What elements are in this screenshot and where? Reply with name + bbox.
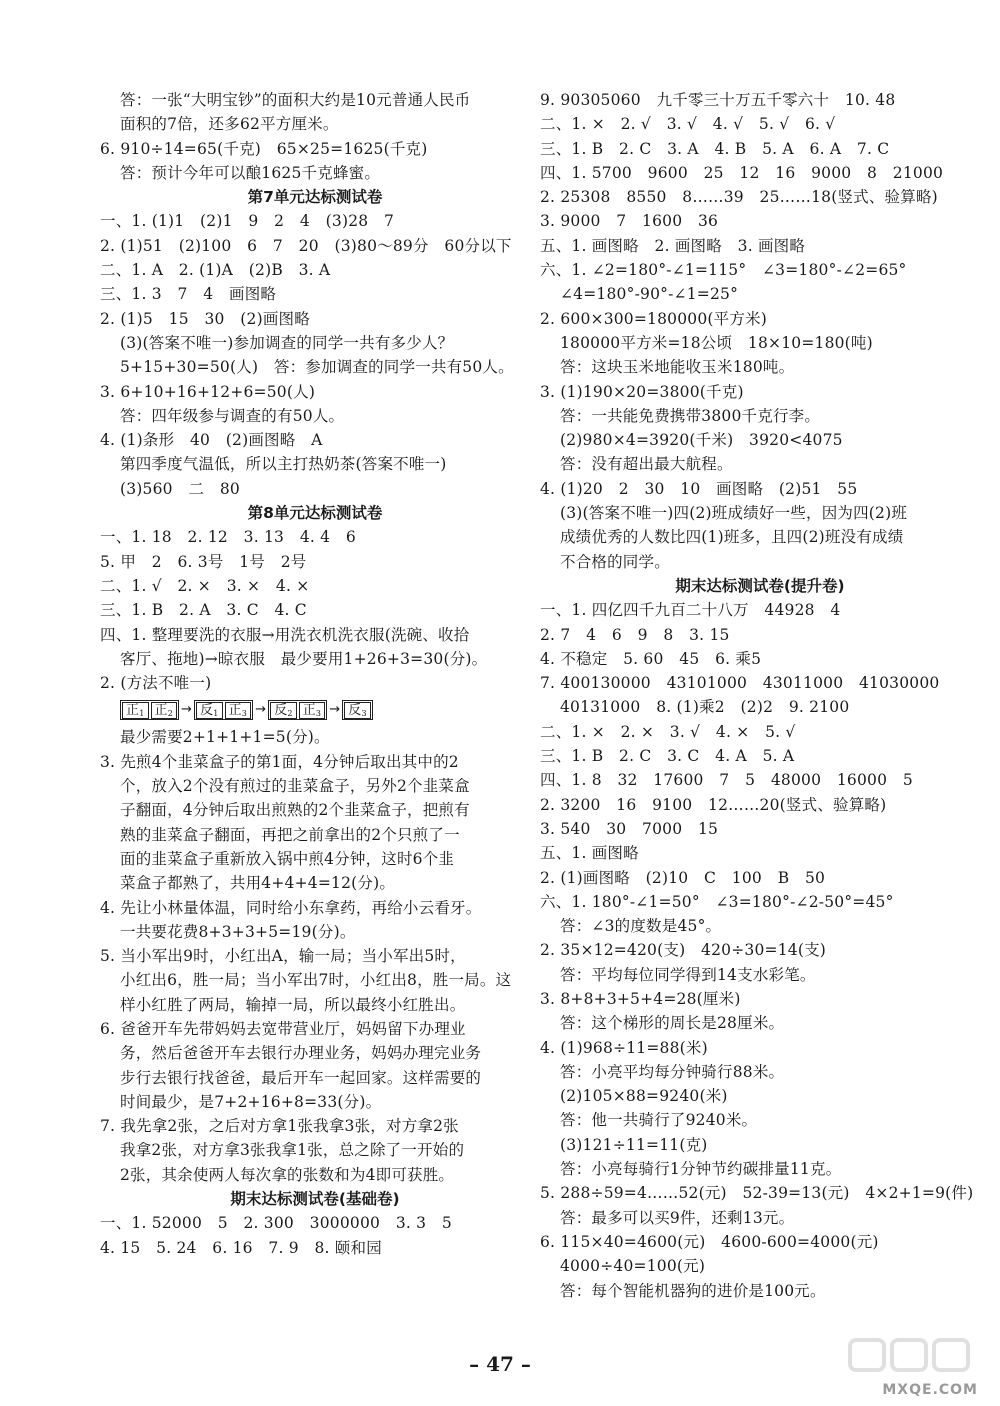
answer-line: 面的韭菜盒子重新放入锅中煎4分钟，这时6个韭	[120, 849, 455, 868]
side-box	[151, 702, 178, 719]
answer-line: 二、1. × 2. × 3. √ 4. × 5. √	[540, 722, 796, 741]
box-group	[194, 700, 253, 720]
answer-line: 答：他一共骑行了9240米。	[560, 1111, 758, 1130]
answer-line: 5. 当小军出9时，小红出A，输一局；当小军出5时，	[100, 947, 466, 966]
side-index: 2	[287, 708, 293, 718]
flip-sequence-diagram	[100, 695, 530, 725]
answer-line: 第四季度气温低，所以主打热奶茶(答案不唯一)	[120, 455, 447, 474]
answer-line: (2)105×88=9240(米)	[560, 1087, 728, 1106]
answer-line: 3. 8+8+3+5+4=28(厘米)	[540, 989, 741, 1008]
answer-line: 4. (1)条形 40 (2)画图略 A	[100, 431, 323, 450]
answer-line: 3. 先煎4个韭菜盒子的第1面，4分钟后取出其中的2	[100, 752, 459, 771]
answer-line: 4000÷40=100(元)	[560, 1257, 706, 1276]
answer-line: 一、1. 18 2. 12 3. 13 4. 4 6	[100, 528, 356, 547]
answer-line: 三、1. B 2. C 3. A 4. B 5. A 6. A 7. C	[540, 139, 890, 158]
answer-line: 成绩优秀的人数比四(1)班多，且四(2)班没有成绩	[560, 528, 904, 547]
answer-line: 一、1. (1)1 (2)1 9 2 4 (3)28 7	[100, 212, 395, 231]
answer-line: 二、1. × 2. √ 3. √ 4. √ 5. √ 6. √	[540, 115, 836, 134]
side-index: 3	[241, 708, 248, 718]
side-label: 正	[126, 702, 140, 718]
side-index: 2	[167, 708, 173, 718]
answer-line: 个，放入2个没有煎过的韭菜盒子，另外2个韭菜盒	[120, 777, 470, 796]
answer-line: 时间最少，是7+2+16+8=33(分)。	[120, 1092, 382, 1111]
answer-line: 4. (1)968÷11=88(米)	[540, 1038, 708, 1057]
answer-line: 面积的7倍，还多62平方厘米。	[120, 115, 339, 134]
answer-line: 7. 我先拿2张，之后对方拿1张我拿3张，对方拿2张	[100, 1117, 459, 1136]
answer-line: 答：这个梯形的周长是28厘米。	[560, 1014, 785, 1033]
answer-line: 答：∠3的度数是45°。	[560, 917, 722, 936]
answer-line: 二、1. √ 2. × 3. × 4. ×	[100, 576, 310, 595]
answer-line: (3)(答案不唯一)参加调查的同学一共有多少人？	[120, 333, 454, 352]
answer-line: 4. 不稳定 5. 60 45 6. 乘5	[540, 649, 762, 668]
answer-line: 三、1. B 2. A 3. C 4. C	[100, 601, 307, 620]
answer-line: 答：预计今年可以酿1625千克蜂蜜。	[120, 163, 381, 182]
answer-line: 答：小亮每骑行1分钟节约碳排量11克。	[560, 1160, 842, 1179]
answer-line: 答：一共能免费携带3800千克行李。	[560, 406, 821, 425]
side-index: 1	[213, 708, 219, 718]
answer-line: 6. 115×40=4600(元) 4600-600=4000(元)	[540, 1232, 879, 1251]
answer-line: 答：这块玉米地能收玉米180吨。	[560, 358, 795, 377]
section-title: 第7单元达标测试卷	[247, 188, 383, 207]
answer-line: 180000平方米=18公顷 18×10=180(吨)	[560, 333, 873, 352]
section-title: 期末达标测试卷(基础卷)	[230, 1190, 400, 1209]
answer-line: 一、1. 四亿四千九百二十八万 44928 4	[540, 601, 841, 620]
answer-line: 五、1. 画图略	[540, 844, 639, 863]
answer-line: 四、1. 5700 9600 25 12 16 9000 8 21000	[540, 163, 944, 182]
box-group	[342, 700, 373, 720]
answer-line: 答：四年级参与调查的有50人。	[120, 406, 345, 425]
section-title: 期末达标测试卷(提升卷)	[675, 576, 845, 595]
right-column	[540, 88, 980, 1303]
answer-line: 菜盒子都熟了，共用4+4+4=12(分)。	[120, 874, 396, 893]
answer-line: 3. 540 30 7000 15	[540, 819, 719, 838]
side-box	[122, 702, 149, 719]
answer-line: 6. 910÷14=65(千克) 65×25=1625(千克)	[100, 139, 428, 158]
answer-line: 2. 7 4 6 9 8 3. 15	[540, 625, 730, 644]
answer-line: 6. 爸爸开车先带妈妈去宽带营业厅，妈妈留下办理业	[100, 1019, 466, 1038]
answer-line: 4. 15 5. 24 6. 16 7. 9 8. 颐和园	[100, 1238, 382, 1257]
answer-line: ∠4=180°-90°-∠1=25°	[560, 285, 739, 304]
side-label: 正	[154, 702, 168, 718]
answer-line: 小红出6，胜一局；当小军出7时，小红出8，胜一局。这	[120, 971, 512, 990]
answer-line: (3)(答案不唯一)四(2)班成绩好一些，因为四(2)班	[560, 504, 908, 523]
answer-line: 三、1. B 2. C 3. C 4. A 5. A	[540, 747, 795, 766]
section-title: 第8单元达标测试卷	[247, 504, 383, 523]
arrow-right-icon: →	[255, 702, 267, 718]
answer-line: 3. (1)190×20=3800(千克)	[540, 382, 744, 401]
side-label: 反	[200, 702, 214, 718]
answer-line: 40131000 8. (1)乘2 (2)2 9. 2100	[560, 698, 850, 717]
answer-line: 9. 90305060 九千零三十万五千零六十 10. 48	[540, 91, 896, 109]
answer-line: 答：每个智能机器狗的进价是100元。	[560, 1281, 826, 1300]
box-group	[120, 700, 179, 720]
arrow-right-icon: →	[329, 702, 341, 718]
answer-line: 2. (1)51 (2)100 6 7 20 (3)80～89分 60分以下	[100, 236, 512, 255]
answer-line: 2. (1)5 15 30 (2)画图略	[100, 309, 310, 328]
answer-line: 2张，其余使两人每次拿的张数和为4即可获胜。	[120, 1165, 455, 1184]
answer-line: 4. (1)20 2 30 10 画图略 (2)51 55	[540, 479, 858, 498]
side-label: 反	[274, 702, 288, 718]
answer-line: 2. 25308 8550 8……39 25……18(竖式、验算略)	[540, 188, 938, 207]
answer-line: 六、1. 180°-∠1=50° ∠3=180°-∠2-50°=45°	[540, 892, 894, 911]
arrow-right-icon: →	[181, 702, 193, 718]
answer-line: 最少需要2+1+1+1=5(分)。	[120, 728, 330, 747]
answer-line: 我拿2张，对方拿3张我拿1张，总之除了一开始的	[120, 1141, 465, 1160]
answer-line: 五、1. 画图略 2. 画图略 3. 画图略	[540, 236, 806, 255]
side-box	[225, 702, 252, 719]
side-label: 正	[228, 702, 242, 718]
side-box	[344, 702, 371, 719]
answer-line: (3)121÷11=11(克)	[560, 1135, 708, 1154]
answer-line: (2)980×4=3920(千米) 3920<4075	[560, 431, 843, 450]
answer-line: 二、1. A 2. (1)A (2)B 3. A	[100, 261, 331, 280]
answer-line: 2. (方法不唯一)	[100, 674, 212, 693]
answer-line: 5. 甲 2 6. 3号 1号 2号	[100, 552, 307, 571]
answer-line: 务，然后爸爸开车去银行办理业务，妈妈办理完业务	[120, 1044, 482, 1063]
answer-line: 四、1. 8 32 17600 7 5 48000 16000 5	[540, 771, 913, 790]
watermark-text: MXQE.COM	[882, 1382, 978, 1398]
side-index: 1	[139, 708, 145, 718]
side-label: 正	[302, 702, 316, 718]
left-column	[100, 88, 530, 1260]
answer-line: 熟的韭菜盒子翻面，再把之前拿出的2个只煎了一	[120, 825, 460, 844]
side-label: 反	[348, 702, 362, 718]
answer-line: 答：一张“大明宝钞”的面积大约是10元普通人民币	[120, 91, 471, 109]
answer-line: 2. 35×12=420(支) 420÷30=14(支)	[540, 941, 827, 960]
page-number: – 47 –	[469, 1352, 531, 1376]
answer-line: (3)560 二 80	[120, 479, 240, 498]
answer-line: 一共要花费8+3+3+5=19(分)。	[120, 922, 356, 941]
side-box	[299, 702, 326, 719]
answer-line: 5. 288÷59=4……52(元) 52-39=13(元) 4×2+1=9(件)	[540, 1184, 974, 1203]
answer-line: 3. 9000 7 1600 36	[540, 212, 719, 231]
answer-line: 答：没有超出最大航程。	[560, 455, 733, 474]
answer-line: 六、1. ∠2=180°-∠1=115° ∠3=180°-∠2=65°	[540, 261, 907, 280]
answer-line: 一、1. 52000 5 2. 300 3000000 3. 3 5	[100, 1214, 452, 1233]
answer-line: 3. 6+10+16+12+6=50(人)	[100, 382, 316, 401]
box-row	[120, 695, 530, 725]
side-box	[270, 702, 297, 719]
answer-line: 2. 3200 16 9100 12……20(竖式、验算略)	[540, 795, 887, 814]
answer-line: 7. 400130000 43101000 43011000 41030000	[540, 674, 940, 693]
answer-line: 答：小亮平均每分钟骑行88米。	[560, 1062, 785, 1081]
answer-line: 4. 先让小林量体温，同时给小东拿药，再给小云看牙。	[100, 898, 482, 917]
answer-line: 答：最多可以买9件，还剩13元。	[560, 1208, 795, 1227]
answer-line: 2. (1)画图略 (2)10 C 100 B 50	[540, 868, 826, 887]
answer-line: 客厅、拖地)→晾衣服 最少要用1+26+3=30(分)。	[120, 649, 488, 668]
answer-line: 5+15+30=50(人) 答：参加调查的同学一共有50人。	[120, 358, 514, 377]
answer-line: 子翻面，4分钟后取出煎熟的2个韭菜盒子，把煎有	[120, 801, 470, 820]
answer-line: 三、1. 3 7 4 画图略	[100, 285, 277, 304]
answer-line: 不合格的同学。	[560, 552, 670, 571]
answer-line: 步行去银行找爸爸，最后开车一起回家。这样需要的	[120, 1068, 482, 1087]
box-group	[268, 700, 327, 720]
answer-line: 答：平均每位同学得到14支水彩笔。	[560, 965, 816, 984]
side-index: 3	[315, 708, 322, 718]
side-box	[196, 702, 223, 719]
answer-line: 2. 600×300=180000(平方米)	[540, 309, 768, 328]
answer-line: 样小红胜了两局，输掉一局，所以最终小红胜出。	[120, 995, 466, 1014]
side-index: 3	[361, 708, 367, 718]
answer-line: 四、1. 整理要洗的衣服→用洗衣机洗衣服(洗碗、收拾	[100, 625, 470, 644]
